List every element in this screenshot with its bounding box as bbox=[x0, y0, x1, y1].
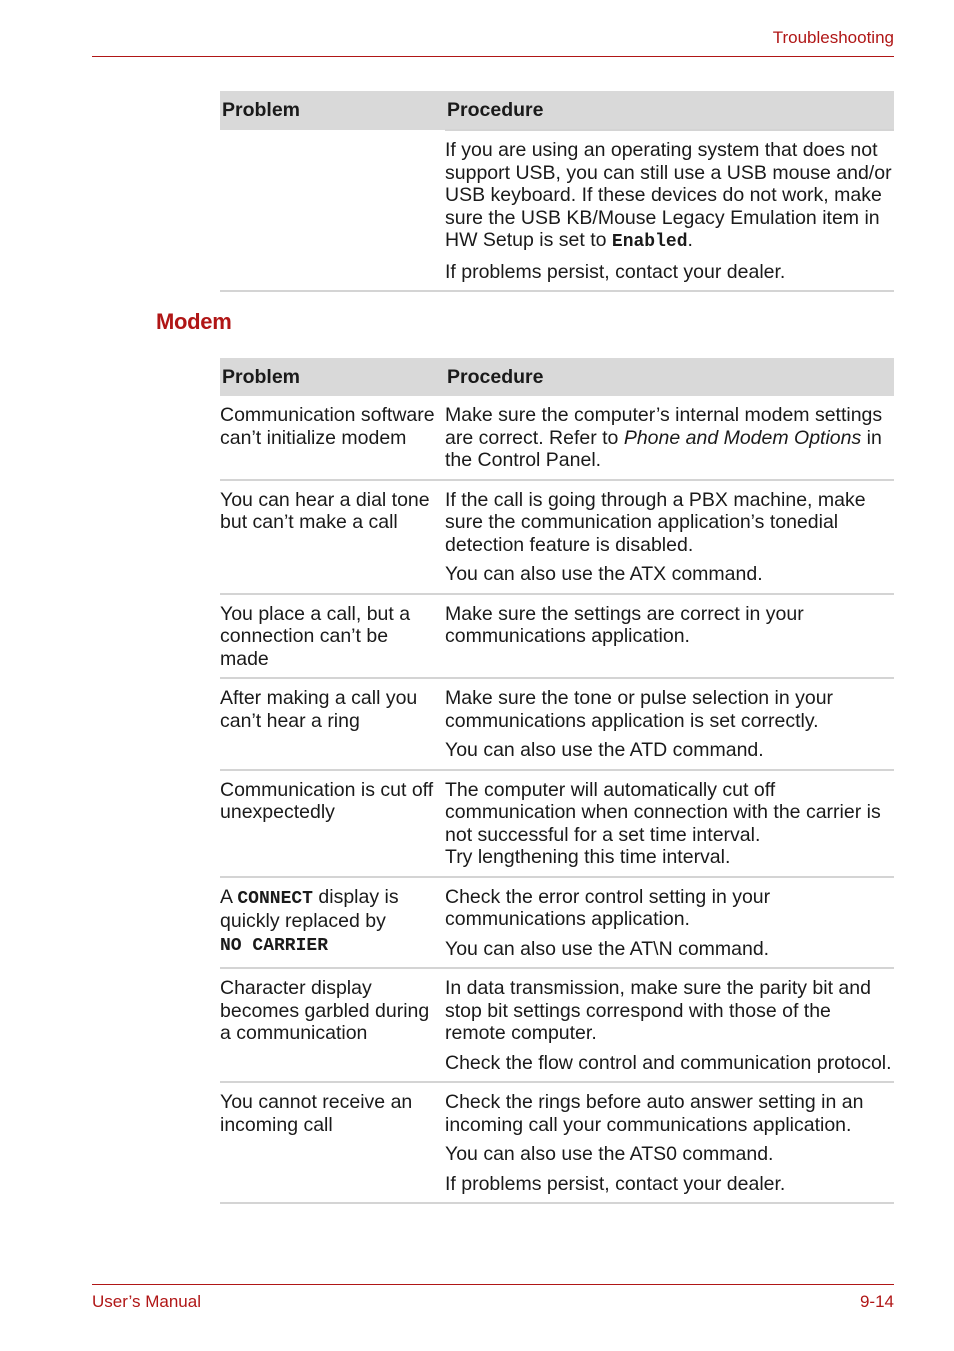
table-header-row bbox=[220, 91, 894, 130]
table-row bbox=[220, 770, 894, 877]
procedure-text: If you are using an operating system that does not support USB, you can still use a USB mouse and/or USB keyboard. If these devices do not work, make sure the USB KB/Mouse Legacy Emulation item in HW Setup is set to bbox=[445, 139, 892, 251]
procedure-cell bbox=[445, 877, 894, 969]
problem-text: A bbox=[220, 885, 238, 908]
footer-manual-title: User’s Manual bbox=[92, 1292, 201, 1311]
problem-cell bbox=[220, 877, 445, 969]
problem-cell: Character display becomes garbled during a communication bbox=[220, 968, 445, 1082]
usb-troubleshooting-table bbox=[220, 91, 894, 292]
footer-page-number: 9-14 bbox=[859, 1292, 894, 1311]
procedure-paragraph bbox=[445, 779, 894, 869]
procedure-paragraph: If problems persist, contact your dealer. bbox=[445, 1172, 786, 1195]
procedure-cell bbox=[445, 770, 894, 877]
procedure-cell bbox=[445, 1082, 894, 1203]
problem-column-header: Problem bbox=[220, 91, 445, 130]
procedure-text: in the Control Panel. bbox=[445, 426, 882, 471]
table-row bbox=[220, 877, 894, 969]
procedure-paragraph: If the call is going through a PBX machine, make sure the communication application’s tonedial detection feature is disabled. bbox=[445, 488, 866, 556]
code-enabled: Enabled bbox=[611, 232, 688, 252]
procedure-paragraph bbox=[445, 404, 894, 472]
running-header-title: Troubleshooting bbox=[772, 28, 894, 47]
procedure-paragraph: You can also use the ATS0 command. bbox=[445, 1143, 774, 1165]
problem-cell: You place a call, but a connection can’t be made bbox=[220, 594, 445, 679]
table-row bbox=[220, 130, 894, 291]
table-row bbox=[220, 396, 894, 480]
problem-text: display is quickly replaced by bbox=[220, 885, 399, 932]
code-no-carrier: NO CARRIER bbox=[220, 935, 329, 956]
procedure-cell bbox=[445, 594, 894, 679]
procedure-column-header: Procedure bbox=[445, 91, 894, 130]
problem-column-header: Problem bbox=[220, 358, 445, 396]
table-header-row bbox=[220, 358, 894, 396]
modem-troubleshooting-table bbox=[220, 358, 894, 1204]
procedure-cell bbox=[445, 130, 894, 291]
procedure-paragraph: Check the rings before auto answer setting in an incoming call your communications application. bbox=[445, 1091, 864, 1136]
problem-cell: After making a call you can’t hear a ring bbox=[220, 678, 445, 770]
table-row bbox=[220, 678, 894, 770]
procedure-cell bbox=[445, 968, 894, 1082]
procedure-text: Try lengthening this time interval. bbox=[445, 846, 731, 868]
procedure-paragraph: You can also use the ATX command. bbox=[445, 563, 763, 585]
code-connect: CONNECT bbox=[237, 888, 313, 909]
section-heading-modem: Modem bbox=[156, 309, 232, 334]
table-row bbox=[220, 968, 894, 1082]
procedure-paragraph: In data transmission, make sure the parity bit and stop bit settings correspond with those of the remote computer. bbox=[445, 977, 871, 1044]
procedure-cell bbox=[445, 480, 894, 594]
procedure-paragraph: Check the flow control and communication protocol. bbox=[445, 1051, 892, 1074]
procedure-text: Make sure the computer’s internal modem settings are correct. Refer to bbox=[445, 404, 883, 449]
procedure-paragraph: If problems persist, contact your dealer. bbox=[445, 260, 786, 283]
problem-cell: You cannot receive an incoming call bbox=[220, 1082, 445, 1203]
problem-cell: Communication software can’t initialize modem bbox=[220, 396, 445, 480]
procedure-column-header: Procedure bbox=[445, 358, 894, 396]
procedure-cell bbox=[445, 396, 894, 480]
table-row bbox=[220, 480, 894, 594]
problem-cell: Communication is cut off unexpectedly bbox=[220, 770, 445, 877]
procedure-paragraph: Make sure the settings are correct in your communications application. bbox=[445, 602, 804, 647]
footer-rule bbox=[92, 1284, 894, 1285]
procedure-paragraph: Make sure the tone or pulse selection in your communications application is set correctly. bbox=[445, 687, 834, 732]
procedure-cell bbox=[445, 678, 894, 770]
header-rule bbox=[92, 56, 894, 57]
problem-cell bbox=[220, 130, 445, 291]
problem-cell: You can hear a dial tone but can’t make a call bbox=[220, 480, 445, 594]
table-row bbox=[220, 594, 894, 679]
procedure-paragraph: Check the error control setting in your communications application. bbox=[445, 885, 771, 930]
procedure-paragraph bbox=[445, 139, 894, 254]
procedure-paragraph: You can also use the AT\N command. bbox=[445, 937, 770, 960]
procedure-text: . bbox=[687, 229, 693, 251]
procedure-paragraph: You can also use the ATD command. bbox=[445, 739, 764, 761]
table-row bbox=[220, 1082, 894, 1203]
procedure-text: The computer will automatically cut off communication when connection with the carrier is not successful for a set time interval. bbox=[445, 778, 881, 846]
procedure-reference: Phone and Modem Options bbox=[623, 426, 862, 449]
